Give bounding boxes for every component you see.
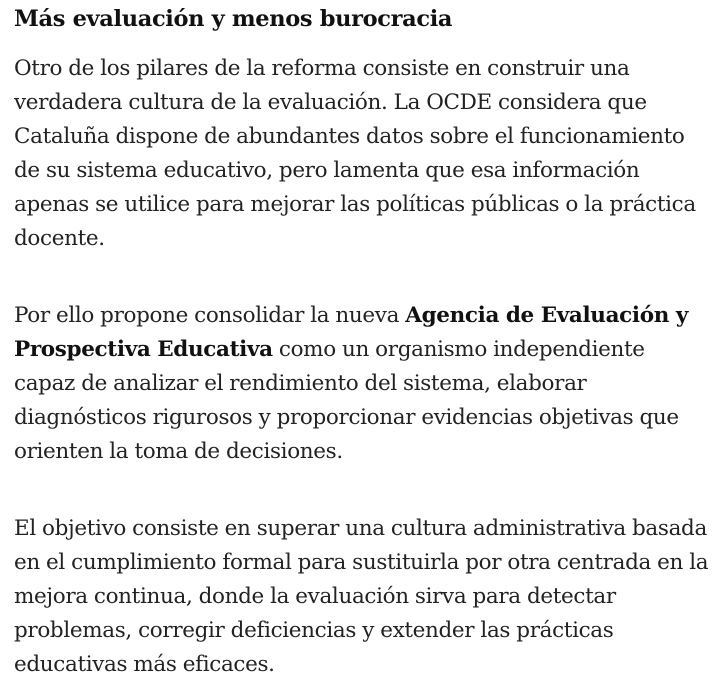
section-title: Más evaluación y menos burocracia: [14, 6, 453, 32]
paragraph-agency: [14, 299, 710, 469]
article-body: [14, 0, 710, 682]
paragraph-objective: El objetivo consiste en superar una cultura administrativa basada en el cumplimiento formal para sustituirla por otra centrada en la mejora continua, donde la evaluación sirva para detectar problemas, corregir deficiencias y extender las prácticas educativas más eficaces.: [14, 516, 709, 677]
paragraph-evaluation-culture: Otro de los pilares de la reforma consiste en construir una verdadera cultura de la evaluación. La OCDE considera que Cataluña dispone de abundantes datos sobre el funcionamiento de su sistema educativo, pero lamenta que esa información apenas se utilice para mejorar las políticas públicas o la práctica docente.: [14, 56, 696, 251]
paragraph-agency-text-after: como un organismo independiente capaz de analizar el rendimiento del sistema, elaborar diagnósticos rigurosos y proporcionar evidencias objetivas que orienten la toma de decisiones.: [14, 337, 679, 464]
agency-name-highlight: Agencia de Evaluación y Prospectiva Educativa: [14, 303, 688, 362]
paragraph-agency-text-before: Por ello propone consolidar la nueva: [14, 303, 406, 328]
